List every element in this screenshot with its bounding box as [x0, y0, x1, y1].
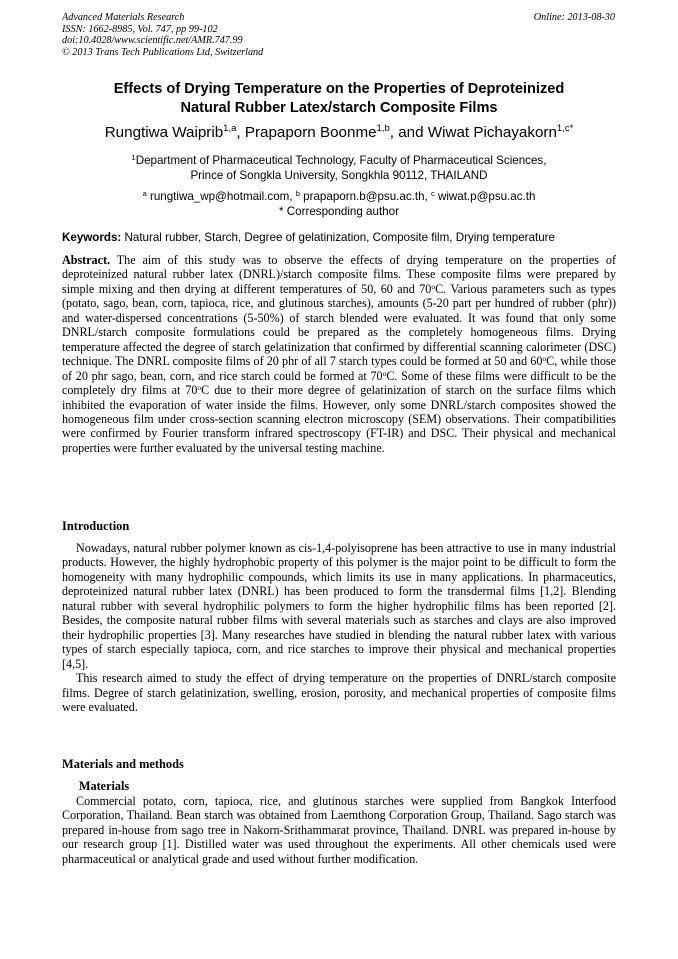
title-line-1: Effects of Drying Temperature on the Properties of Deproteinized — [113, 81, 565, 97]
email-marker-b: b — [295, 189, 300, 198]
keywords-label: Keywords: — [62, 231, 122, 244]
author-1: Rungtiwa Waiprib — [104, 124, 224, 141]
email-b: prapaporn.b@psu.ac.th, — [299, 190, 431, 203]
affiliation-line-2: Prince of Songkla University, Songkhla 90112, THAILAND — [190, 169, 488, 183]
materials-body — [62, 794, 616, 866]
degree-symbol: o — [431, 281, 436, 291]
author-separator: , — [236, 124, 245, 141]
issn-line: ISSN: 1662-8985, Vol. 747, pp 99-102 — [62, 23, 218, 35]
author-separator: , and — [389, 124, 428, 141]
author-list — [62, 123, 616, 143]
degree-symbol: o — [542, 354, 547, 364]
introduction-body — [62, 541, 616, 714]
copyright-line: © 2013 Trans Tech Publications Ltd, Switzerland — [62, 46, 264, 58]
abstract-label: Abstract. — [62, 253, 111, 267]
author-1-affiliation: 1,a — [223, 123, 237, 134]
affiliation-line-1: $^1$Department of Pharmaceutical Technology, Faculty of Pharmaceutical Sciences, — [131, 153, 547, 167]
journal-header — [62, 12, 263, 58]
corresponding-author-note: * Corresponding author — [279, 205, 399, 219]
title-line-2: Natural Rubber Latex/starch Composite Films — [180, 100, 498, 116]
email-marker-a: a — [142, 189, 147, 198]
author-emails — [62, 189, 616, 220]
keywords — [62, 230, 622, 245]
email-a: rungtiwa_wp@hotmail.com, — [146, 190, 296, 203]
introduction-heading: Introduction — [62, 519, 130, 533]
degree-symbol: o — [197, 383, 202, 393]
affiliation — [62, 153, 616, 184]
author-3-affiliation: 1,c* — [556, 123, 574, 134]
abstract: Abstract. The aim of this study was to observe the effects of drying temperature on the properties of deproteinized natural rubber latex (DNRL)/starch composite films. These composite films were prepared by simple mixing and then drying at different temperatures of 50, 60 and 70$^o$C. Various parameters such as types (potato, sago, bean, corn, tapioca, rice, and glutinous starches), amounts (5-20 part per hundred of rubber (phr)) and water-dispersed concentrations (5-50%) of starch blended were evaluated. It was found that only some DNRL/starch composite formulations could be prepared as the completely homogeneous films. Drying temperature affected the degree of starch gelatinization that confirmed by differential scanning calorimeter (DSC) technique. The DNRL composite films of 20 phr of all 7 starch types could be formed at 50 and 60$^o$C, while those of 20 phr sago, bean, corn, and rice starch could be formed at 70$^o$C. Some of these films were difficult to be the completely dry films at 70$^o$C due to their more degree of gelatinization of starch on the surface films which inhibited the evaporation of water inside the films. However, only some DNRL/starch composites showed the homogeneous film under cross-section scanning electron microscopy (SEM) observations. Their compatibilities were confirmed by Fourier transform infrared spectroscopy (FT-IR) and DSC. Their physical and mechanical properties were further evaluated by the universal testing machine. — [62, 253, 617, 455]
affiliation-marker: 1 — [131, 153, 136, 162]
online-date: Online: 2013-08-30 — [533, 12, 615, 23]
introduction-paragraph-2: This research aimed to study the effect of drying temperature on the properties of DNRL/starch composite films. Degree of starch gelatinization, swelling, erosion, porosity, and mechanical properties of composite films were evaluated. — [62, 671, 616, 714]
author-3: Wiwat Pichayakorn — [427, 124, 557, 141]
journal-name: Advanced Materials Research — [62, 12, 185, 23]
email-c: wiwat.p@psu.ac.th — [434, 190, 536, 203]
introduction-paragraph-1: Nowadays, natural rubber polymer known as cis-1,4-polyisoprene has been attractive to use in many industrial products. However, the highly hydrophobic property of this polymer is the major point to be difficult to form the homogeneity with many hydrophilic compounds, which limits its use in many applications. In pharmaceutics, deproteinized natural rubber latex (DNRL) has been produced to form the transdermal films [1,2]. Blending natural rubber with several hydrophilic polymers to form the higher hydrophilic films has been reported [2]. Besides, the composite natural rubber films with several materials such as starches and clays are also improved their hydrophilic properties [3]. Many researches have studied in blending the natural rubber latex with various types of starch especially tapioca, corn, and rice starches to improve their physical and mechanical properties [4,5]. — [62, 541, 616, 671]
materials-subheading: Materials — [79, 779, 130, 793]
email-line — [62, 189, 616, 204]
doi-line: doi:10.4028/www.scientific.net/AMR.747.99 — [62, 35, 243, 47]
keywords-text: Natural rubber, Starch, Degree of gelatinization, Composite film, Drying temperature — [121, 231, 555, 244]
materials-paragraph: Commercial potato, corn, tapioca, rice, and glutinous starches were supplied from Bangkok Interfood Corporation, Thailand. Bean starch was obtained from Laemthong Corporation Group, Thailand. Sago starch was prepared in-house from sago tree in Nakorn-Srithammarat province, Thailand. DNRL was prepared in-house by our research group [1]. Distilled water was used throughout the experiments. All other chemicals used were pharmaceutical or analytical grade and used without further modification. — [62, 794, 616, 866]
email-marker-c: c — [430, 189, 435, 198]
author-2: Prapaporn Boonme — [244, 124, 377, 141]
paper-title — [62, 80, 616, 118]
author-2-affiliation: 1,b — [376, 123, 390, 134]
methods-heading: Materials and methods — [62, 757, 184, 771]
degree-symbol: o — [382, 368, 387, 378]
